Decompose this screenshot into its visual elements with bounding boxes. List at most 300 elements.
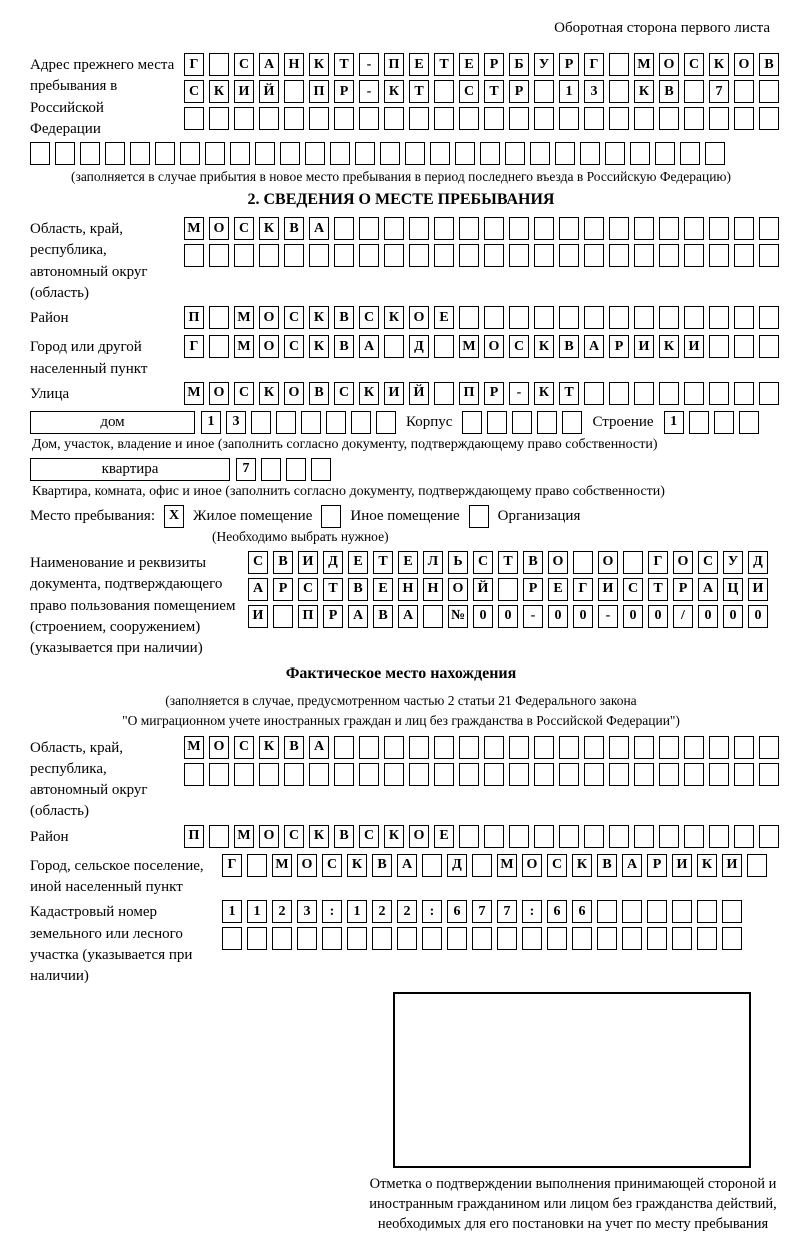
char-box[interactable]: Т <box>334 53 354 76</box>
char-box[interactable] <box>209 825 229 848</box>
char-box[interactable]: Г <box>648 551 668 574</box>
char-box[interactable] <box>584 306 604 329</box>
char-box[interactable]: В <box>334 335 354 358</box>
char-box[interactable] <box>734 217 754 240</box>
char-box[interactable]: С <box>234 217 254 240</box>
char-box[interactable]: 1 <box>247 900 267 923</box>
char-box[interactable] <box>234 107 254 130</box>
char-box[interactable] <box>459 217 479 240</box>
char-box[interactable]: 7 <box>472 900 492 923</box>
char-box[interactable] <box>605 142 625 165</box>
char-box[interactable] <box>276 411 296 434</box>
char-box[interactable]: Н <box>284 53 304 76</box>
char-box[interactable]: К <box>309 306 329 329</box>
char-box[interactable] <box>259 763 279 786</box>
char-box[interactable]: - <box>359 80 379 103</box>
char-box[interactable]: Н <box>398 578 418 601</box>
char-box[interactable]: С <box>459 80 479 103</box>
char-box[interactable]: М <box>184 736 204 759</box>
char-box[interactable] <box>547 927 567 950</box>
char-box[interactable]: 0 <box>498 605 518 628</box>
char-box[interactable]: О <box>484 335 504 358</box>
char-box[interactable]: С <box>684 53 704 76</box>
char-box[interactable] <box>739 411 759 434</box>
char-box[interactable] <box>472 854 492 877</box>
char-box[interactable]: С <box>623 578 643 601</box>
char-box[interactable]: К <box>259 217 279 240</box>
char-box[interactable] <box>434 107 454 130</box>
char-box[interactable]: С <box>184 80 204 103</box>
char-box[interactable] <box>209 53 229 76</box>
char-box[interactable]: К <box>384 306 404 329</box>
char-box[interactable]: И <box>234 80 254 103</box>
char-box[interactable] <box>372 927 392 950</box>
char-box[interactable] <box>422 854 442 877</box>
char-box[interactable] <box>301 411 321 434</box>
char-box[interactable]: 0 <box>548 605 568 628</box>
char-box[interactable] <box>722 927 742 950</box>
char-box[interactable]: А <box>622 854 642 877</box>
char-box[interactable]: Й <box>259 80 279 103</box>
char-box[interactable]: К <box>572 854 592 877</box>
char-box[interactable]: У <box>723 551 743 574</box>
char-box[interactable]: Д <box>748 551 768 574</box>
char-box[interactable] <box>734 80 754 103</box>
char-box[interactable] <box>505 142 525 165</box>
char-box[interactable]: 3 <box>297 900 317 923</box>
char-box[interactable] <box>423 605 443 628</box>
char-box[interactable]: О <box>259 306 279 329</box>
char-box[interactable]: М <box>634 53 654 76</box>
char-box[interactable]: П <box>384 53 404 76</box>
char-box[interactable]: П <box>309 80 329 103</box>
char-box[interactable]: - <box>359 53 379 76</box>
char-box[interactable] <box>559 736 579 759</box>
char-box[interactable] <box>434 335 454 358</box>
char-box[interactable]: : <box>522 900 542 923</box>
char-box[interactable] <box>509 217 529 240</box>
char-box[interactable] <box>709 382 729 405</box>
char-box[interactable] <box>559 763 579 786</box>
char-box[interactable] <box>584 825 604 848</box>
char-box[interactable] <box>409 107 429 130</box>
char-box[interactable]: Й <box>409 382 429 405</box>
char-box[interactable]: С <box>359 825 379 848</box>
char-box[interactable] <box>409 763 429 786</box>
char-box[interactable] <box>430 142 450 165</box>
char-box[interactable]: О <box>522 854 542 877</box>
char-box[interactable] <box>759 825 779 848</box>
char-box[interactable]: Т <box>323 578 343 601</box>
char-box[interactable]: К <box>259 736 279 759</box>
char-box[interactable]: И <box>384 382 404 405</box>
char-box[interactable] <box>684 80 704 103</box>
char-box[interactable]: А <box>584 335 604 358</box>
char-box[interactable]: О <box>734 53 754 76</box>
char-box[interactable] <box>609 107 629 130</box>
char-box[interactable]: Т <box>409 80 429 103</box>
char-box[interactable]: Е <box>459 53 479 76</box>
char-box[interactable] <box>273 605 293 628</box>
char-box[interactable] <box>209 306 229 329</box>
char-box[interactable]: : <box>422 900 442 923</box>
char-box[interactable] <box>209 244 229 267</box>
char-box[interactable] <box>309 763 329 786</box>
char-box[interactable] <box>559 107 579 130</box>
char-box[interactable]: И <box>684 335 704 358</box>
char-box[interactable] <box>286 458 306 481</box>
char-box[interactable] <box>459 107 479 130</box>
char-box[interactable] <box>759 763 779 786</box>
char-box[interactable]: О <box>409 825 429 848</box>
char-box[interactable]: О <box>673 551 693 574</box>
char-box[interactable]: К <box>697 854 717 877</box>
char-box[interactable] <box>759 80 779 103</box>
char-box[interactable] <box>509 736 529 759</box>
char-box[interactable] <box>509 306 529 329</box>
char-box[interactable] <box>622 900 642 923</box>
char-box[interactable]: С <box>284 306 304 329</box>
char-box[interactable]: О <box>548 551 568 574</box>
char-box[interactable]: К <box>309 53 329 76</box>
char-box[interactable] <box>462 411 482 434</box>
char-box[interactable] <box>684 736 704 759</box>
char-box[interactable] <box>80 142 100 165</box>
char-box[interactable]: О <box>259 825 279 848</box>
char-box[interactable] <box>734 382 754 405</box>
char-box[interactable]: Е <box>548 578 568 601</box>
char-box[interactable]: 0 <box>473 605 493 628</box>
char-box[interactable] <box>709 244 729 267</box>
char-box[interactable]: С <box>698 551 718 574</box>
char-box[interactable] <box>634 382 654 405</box>
char-box[interactable] <box>359 217 379 240</box>
char-box[interactable]: М <box>234 306 254 329</box>
char-box[interactable] <box>559 825 579 848</box>
char-box[interactable] <box>759 217 779 240</box>
char-box[interactable] <box>672 900 692 923</box>
char-box[interactable] <box>747 854 767 877</box>
char-box[interactable] <box>472 927 492 950</box>
char-box[interactable]: С <box>298 578 318 601</box>
checkbox-other-premises[interactable] <box>321 505 341 528</box>
char-box[interactable]: Г <box>222 854 242 877</box>
char-box[interactable]: Ь <box>448 551 468 574</box>
char-box[interactable]: М <box>184 217 204 240</box>
char-box[interactable]: А <box>359 335 379 358</box>
char-box[interactable]: Р <box>273 578 293 601</box>
char-box[interactable]: С <box>234 736 254 759</box>
char-box[interactable] <box>609 306 629 329</box>
char-box[interactable] <box>322 927 342 950</box>
char-box[interactable] <box>647 927 667 950</box>
char-box[interactable] <box>734 763 754 786</box>
char-box[interactable] <box>484 217 504 240</box>
char-box[interactable]: - <box>523 605 543 628</box>
char-box[interactable]: Р <box>334 80 354 103</box>
char-box[interactable]: А <box>398 605 418 628</box>
char-box[interactable]: 3 <box>584 80 604 103</box>
char-box[interactable]: О <box>284 382 304 405</box>
char-box[interactable]: 1 <box>559 80 579 103</box>
char-box[interactable]: М <box>497 854 517 877</box>
char-box[interactable] <box>280 142 300 165</box>
char-box[interactable]: К <box>384 80 404 103</box>
char-box[interactable] <box>434 736 454 759</box>
char-box[interactable] <box>709 825 729 848</box>
char-box[interactable] <box>105 142 125 165</box>
char-box[interactable] <box>334 244 354 267</box>
char-box[interactable] <box>659 217 679 240</box>
char-box[interactable] <box>447 927 467 950</box>
char-box[interactable]: Р <box>673 578 693 601</box>
char-box[interactable]: Е <box>348 551 368 574</box>
char-box[interactable]: Е <box>434 825 454 848</box>
char-box[interactable] <box>484 244 504 267</box>
char-box[interactable] <box>534 306 554 329</box>
char-box[interactable]: Е <box>434 306 454 329</box>
char-box[interactable] <box>609 382 629 405</box>
char-box[interactable] <box>684 217 704 240</box>
char-box[interactable] <box>384 107 404 130</box>
char-box[interactable]: О <box>209 217 229 240</box>
char-box[interactable]: 0 <box>648 605 668 628</box>
char-box[interactable]: М <box>234 335 254 358</box>
char-box[interactable]: Й <box>473 578 493 601</box>
char-box[interactable] <box>180 142 200 165</box>
char-box[interactable] <box>30 142 50 165</box>
char-box[interactable] <box>609 217 629 240</box>
char-box[interactable] <box>709 217 729 240</box>
char-box[interactable]: Е <box>409 53 429 76</box>
char-box[interactable] <box>297 927 317 950</box>
char-box[interactable]: К <box>309 825 329 848</box>
char-box[interactable]: О <box>409 306 429 329</box>
char-box[interactable]: Г <box>184 335 204 358</box>
char-box[interactable]: В <box>284 217 304 240</box>
char-box[interactable]: К <box>384 825 404 848</box>
char-box[interactable] <box>330 142 350 165</box>
char-box[interactable] <box>384 244 404 267</box>
char-box[interactable]: С <box>473 551 493 574</box>
char-box[interactable]: В <box>273 551 293 574</box>
char-box[interactable]: - <box>598 605 618 628</box>
char-box[interactable] <box>184 763 204 786</box>
char-box[interactable] <box>409 244 429 267</box>
char-box[interactable] <box>634 217 654 240</box>
checkbox-organization[interactable] <box>469 505 489 528</box>
char-box[interactable] <box>609 763 629 786</box>
char-box[interactable] <box>284 763 304 786</box>
char-box[interactable]: К <box>359 382 379 405</box>
char-box[interactable]: Р <box>484 53 504 76</box>
char-box[interactable]: 2 <box>272 900 292 923</box>
char-box[interactable] <box>659 244 679 267</box>
char-box[interactable]: Т <box>498 551 518 574</box>
char-box[interactable] <box>609 53 629 76</box>
char-box[interactable]: К <box>347 854 367 877</box>
char-box[interactable] <box>534 217 554 240</box>
char-box[interactable]: А <box>259 53 279 76</box>
char-box[interactable]: И <box>672 854 692 877</box>
char-box[interactable] <box>209 335 229 358</box>
char-box[interactable] <box>709 306 729 329</box>
char-box[interactable] <box>584 382 604 405</box>
char-box[interactable] <box>509 107 529 130</box>
char-box[interactable] <box>459 306 479 329</box>
char-box[interactable]: 1 <box>201 411 221 434</box>
char-box[interactable]: О <box>659 53 679 76</box>
char-box[interactable] <box>559 244 579 267</box>
char-box[interactable]: 0 <box>723 605 743 628</box>
char-box[interactable]: Т <box>648 578 668 601</box>
char-box[interactable]: С <box>284 335 304 358</box>
char-box[interactable] <box>684 107 704 130</box>
char-box[interactable]: О <box>259 335 279 358</box>
char-box[interactable] <box>434 244 454 267</box>
char-box[interactable] <box>259 244 279 267</box>
char-box[interactable]: 6 <box>547 900 567 923</box>
char-box[interactable] <box>405 142 425 165</box>
char-box[interactable]: Г <box>573 578 593 601</box>
char-box[interactable] <box>684 382 704 405</box>
char-box[interactable] <box>509 825 529 848</box>
char-box[interactable] <box>498 578 518 601</box>
char-box[interactable] <box>55 142 75 165</box>
char-box[interactable] <box>284 244 304 267</box>
char-box[interactable] <box>284 107 304 130</box>
char-box[interactable]: Р <box>523 578 543 601</box>
char-box[interactable] <box>497 927 517 950</box>
char-box[interactable]: Н <box>423 578 443 601</box>
char-box[interactable] <box>659 825 679 848</box>
char-box[interactable] <box>534 244 554 267</box>
char-box[interactable]: И <box>634 335 654 358</box>
char-box[interactable] <box>684 825 704 848</box>
char-box[interactable] <box>559 306 579 329</box>
char-box[interactable] <box>355 142 375 165</box>
char-box[interactable] <box>597 927 617 950</box>
char-box[interactable]: В <box>659 80 679 103</box>
char-box[interactable]: Р <box>484 382 504 405</box>
char-box[interactable] <box>359 107 379 130</box>
char-box[interactable] <box>409 736 429 759</box>
char-box[interactable] <box>684 306 704 329</box>
char-box[interactable]: П <box>298 605 318 628</box>
char-box[interactable] <box>484 736 504 759</box>
char-box[interactable]: В <box>597 854 617 877</box>
char-box[interactable]: № <box>448 605 468 628</box>
char-box[interactable]: С <box>334 382 354 405</box>
char-box[interactable]: Р <box>609 335 629 358</box>
char-box[interactable] <box>334 736 354 759</box>
char-box[interactable] <box>684 244 704 267</box>
char-box[interactable] <box>634 825 654 848</box>
char-box[interactable] <box>311 458 331 481</box>
char-box[interactable]: 7 <box>497 900 517 923</box>
char-box[interactable] <box>759 736 779 759</box>
char-box[interactable] <box>634 736 654 759</box>
char-box[interactable] <box>259 107 279 130</box>
char-box[interactable]: К <box>709 53 729 76</box>
char-box[interactable]: 1 <box>347 900 367 923</box>
char-box[interactable] <box>351 411 371 434</box>
char-box[interactable] <box>734 736 754 759</box>
char-box[interactable] <box>409 217 429 240</box>
char-box[interactable]: С <box>284 825 304 848</box>
char-box[interactable] <box>659 382 679 405</box>
char-box[interactable]: Д <box>409 335 429 358</box>
char-box[interactable] <box>334 763 354 786</box>
char-box[interactable] <box>572 927 592 950</box>
char-box[interactable]: К <box>259 382 279 405</box>
char-box[interactable]: Д <box>447 854 467 877</box>
char-box[interactable]: 0 <box>698 605 718 628</box>
char-box[interactable] <box>359 736 379 759</box>
char-box[interactable] <box>584 107 604 130</box>
char-box[interactable] <box>559 217 579 240</box>
char-box[interactable]: Е <box>398 551 418 574</box>
char-box[interactable] <box>234 244 254 267</box>
char-box[interactable]: С <box>248 551 268 574</box>
char-box[interactable] <box>659 763 679 786</box>
char-box[interactable]: И <box>298 551 318 574</box>
char-box[interactable]: Л <box>423 551 443 574</box>
char-box[interactable]: К <box>209 80 229 103</box>
char-box[interactable]: Т <box>373 551 393 574</box>
char-box[interactable]: В <box>334 306 354 329</box>
char-box[interactable]: А <box>348 605 368 628</box>
char-box[interactable]: - <box>509 382 529 405</box>
char-box[interactable] <box>584 736 604 759</box>
char-box[interactable]: Т <box>434 53 454 76</box>
char-box[interactable]: А <box>397 854 417 877</box>
char-box[interactable]: 3 <box>226 411 246 434</box>
char-box[interactable] <box>247 927 267 950</box>
char-box[interactable] <box>534 763 554 786</box>
char-box[interactable] <box>534 80 554 103</box>
char-box[interactable]: И <box>722 854 742 877</box>
char-box[interactable]: П <box>184 306 204 329</box>
char-box[interactable] <box>459 244 479 267</box>
char-box[interactable] <box>659 107 679 130</box>
char-box[interactable] <box>722 900 742 923</box>
char-box[interactable] <box>623 551 643 574</box>
char-box[interactable] <box>309 107 329 130</box>
char-box[interactable]: М <box>272 854 292 877</box>
char-box[interactable] <box>305 142 325 165</box>
char-box[interactable] <box>709 763 729 786</box>
char-box[interactable] <box>734 825 754 848</box>
char-box[interactable] <box>309 244 329 267</box>
char-box[interactable] <box>697 927 717 950</box>
char-box[interactable] <box>434 382 454 405</box>
char-box[interactable] <box>734 244 754 267</box>
char-box[interactable] <box>522 927 542 950</box>
char-box[interactable] <box>334 217 354 240</box>
char-box[interactable]: М <box>184 382 204 405</box>
char-box[interactable]: М <box>459 335 479 358</box>
char-box[interactable] <box>634 763 654 786</box>
char-box[interactable] <box>672 927 692 950</box>
char-box[interactable]: К <box>309 335 329 358</box>
char-box[interactable] <box>597 900 617 923</box>
char-box[interactable]: Р <box>509 80 529 103</box>
char-box[interactable] <box>530 142 550 165</box>
char-box[interactable]: Т <box>484 80 504 103</box>
char-box[interactable]: А <box>309 217 329 240</box>
char-box[interactable] <box>759 306 779 329</box>
